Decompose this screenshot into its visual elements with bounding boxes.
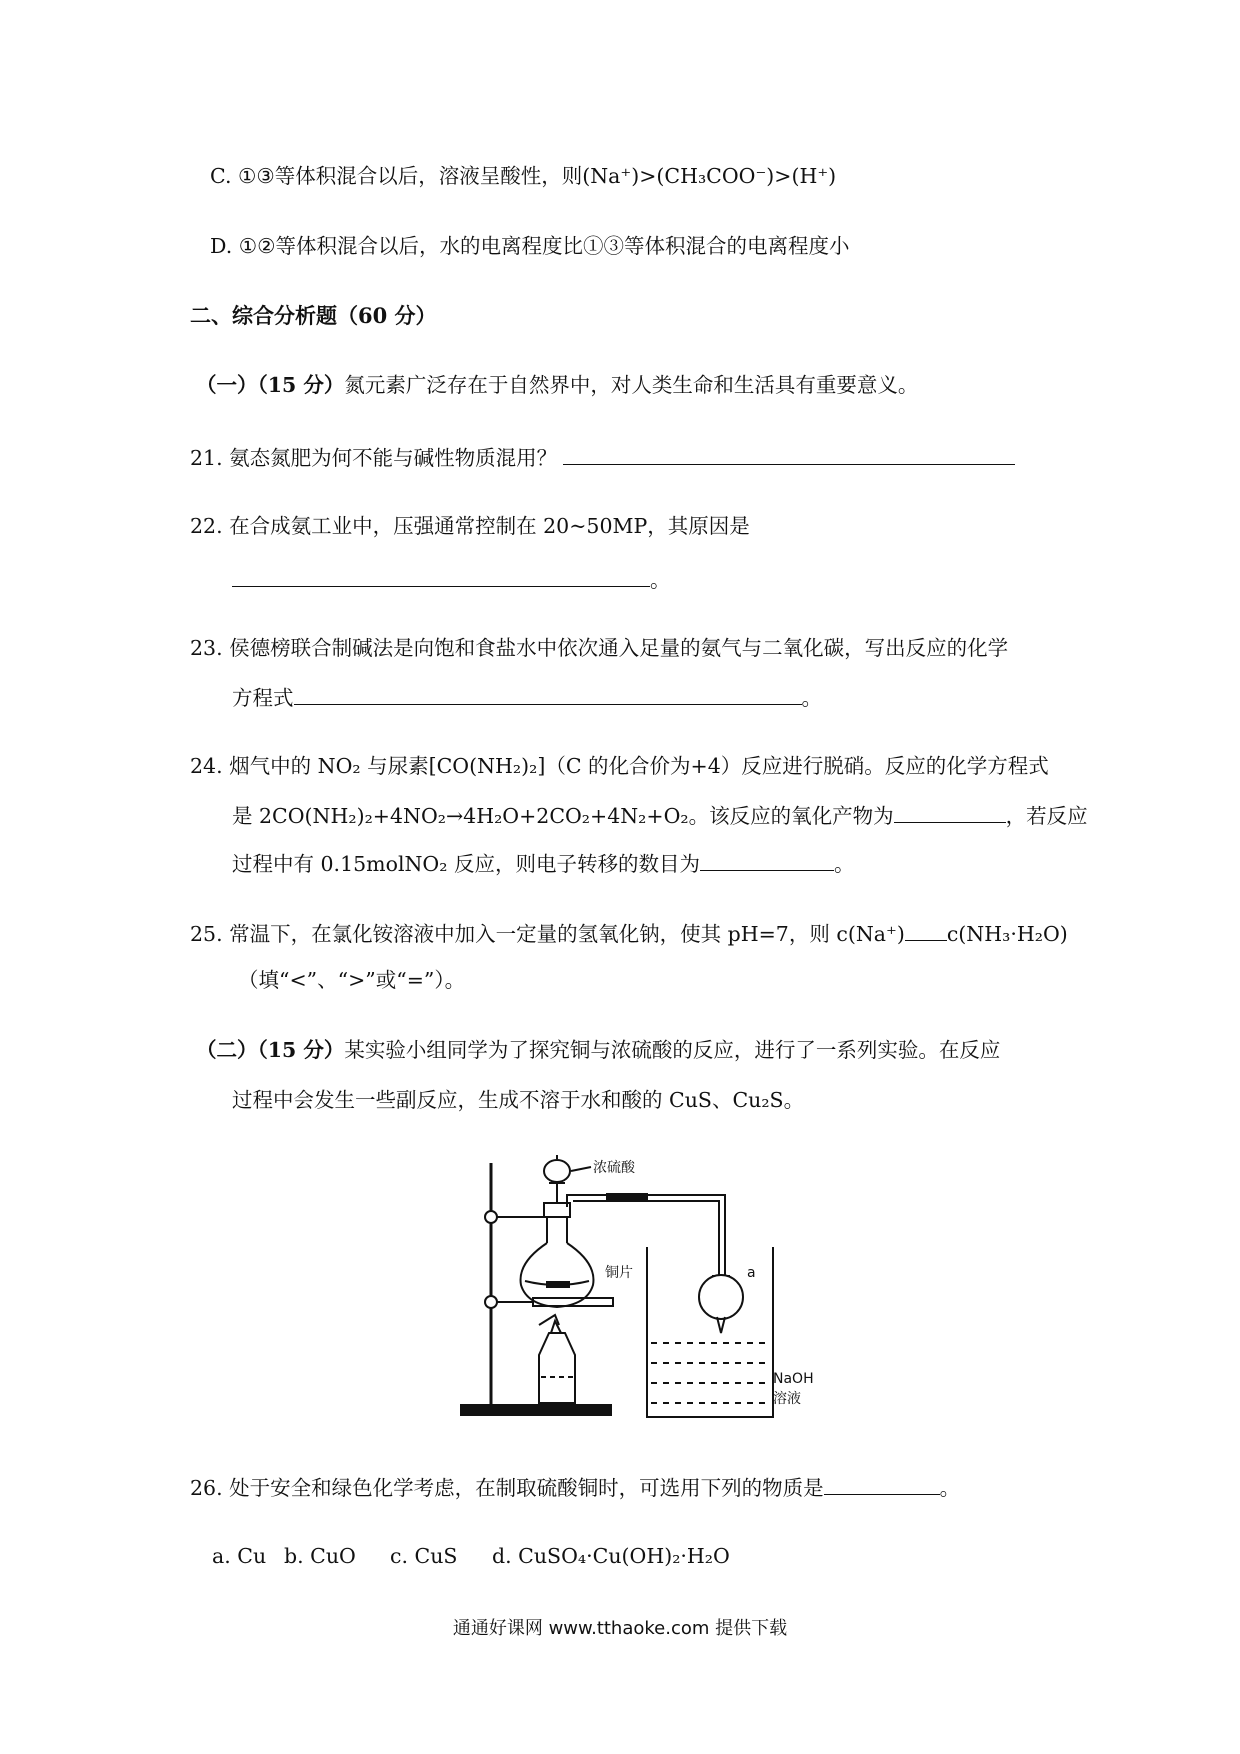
option-c: C. ①③等体积混合以后，溶液呈酸性，则(Na⁺)>(CH₃COO⁻)>(H⁺) [210,164,837,188]
label-naoh: NaOH [773,1371,814,1387]
question-21 [190,446,1015,469]
q21-answer-blank[interactable] [563,446,1015,465]
q24-electron-count-blank[interactable] [700,852,834,871]
question-23-line1: 23. 侯德榜联合制碱法是向饱和食盐水中依次通入足量的氨气与二氧化碳，写出反应的化学 [190,636,1009,660]
question-22: 22. 在合成氨工业中，压强通常控制在 20~50MP，其原因是 [190,514,750,538]
q24-oxidation-product-blank[interactable] [894,804,1006,823]
q26-text: 26. 处于安全和绿色化学考虑，在制取硫酸铜时，可选用下列的物质是 [190,1476,824,1500]
q26-option-c[interactable]: c. CuS [390,1544,458,1568]
apparatus-drawing [461,1155,773,1417]
question-22-answer [232,568,671,591]
question-24-line2 [232,804,1088,827]
q26-options [212,1546,730,1567]
label-conc-sulfuric-acid: 浓硫酸 [593,1160,635,1176]
question-24-line3 [232,852,854,875]
q23-answer-blank[interactable] [294,686,802,705]
question-24-line1: 24. 烟气中的 NO₂ 与尿素[CO(NH₂)₂]（C 的化合价为+4）反应进行脱硝。反应的化学方程式 [190,754,1049,778]
part2-label: （二）（15 分） [196,1038,345,1062]
part1-heading [196,375,918,396]
q26-option-d[interactable]: d. CuSO₄·Cu(OH)₂·H₂O [492,1544,730,1568]
question-25-line2: （填“<”、“>”或“=”）。 [238,968,466,992]
label-solution: 溶液 [773,1391,801,1407]
q24-line2-tail: ，若反应 [1005,804,1088,828]
q26-option-b[interactable]: b. CuO [284,1544,356,1568]
question-25-line1 [190,922,1068,945]
part1-intro: 氮元素广泛存在于自然界中，对人类生命和生活具有重要意义。 [344,373,919,397]
q22-answer-blank[interactable] [232,568,650,587]
part2-intro-line2: 过程中会发生一些副反应，生成不溶于水和酸的 CuS、Cu₂S。 [232,1088,805,1112]
q26-end: 。 [939,1476,961,1500]
q24-line3-text: 过程中有 0.15molNO₂ 反应，则电子转移的数目为 [232,852,700,876]
part1-label: （一）（15 分） [196,373,345,397]
q25-line1-tail: c(NH₃·H₂O) [946,922,1068,946]
q26-option-a[interactable]: a. Cu [212,1544,267,1568]
q26-answer-blank[interactable] [824,1476,940,1495]
option-d: D. ①②等体积混合以后，水的电离程度比①③等体积混合的电离程度小 [210,234,850,258]
q22-end: 。 [650,568,671,592]
part2-intro: 某实验小组同学为了探究铜与浓硫酸的反应，进行了一系列实验。在反应 [344,1038,1001,1062]
q24-line3-end: 。 [833,852,855,876]
page-footer: 通通好课网 www.tthaoke.com 提供下载 [452,1618,788,1639]
q25-line1-text: 25. 常温下，在氯化铵溶液中加入一定量的氢氧化钠，使其 pH=7，则 c(Na⁺) [190,922,905,946]
question-23-line2 [232,686,822,709]
label-copper-sheet: 铜片 [605,1265,633,1281]
q23-end: 。 [801,686,822,710]
q25-compare-blank[interactable] [905,922,947,941]
q21-text: 21. 氨态氮肥为何不能与碱性物质混用？ [190,446,558,470]
part2-heading [196,1040,1000,1061]
copper-sulfuric-acid-apparatus [455,1155,814,1430]
q24-line2-text: 是 2CO(NH₂)₂+4NO₂→4H₂O+2CO₂+4N₂+O₂。该反应的氧化产物为 [232,804,894,828]
label-a: a [747,1265,756,1281]
q23-line2-text: 方程式 [232,686,294,710]
section-title: 二、综合分析题（60 分） [190,303,437,328]
question-26 [190,1476,960,1499]
